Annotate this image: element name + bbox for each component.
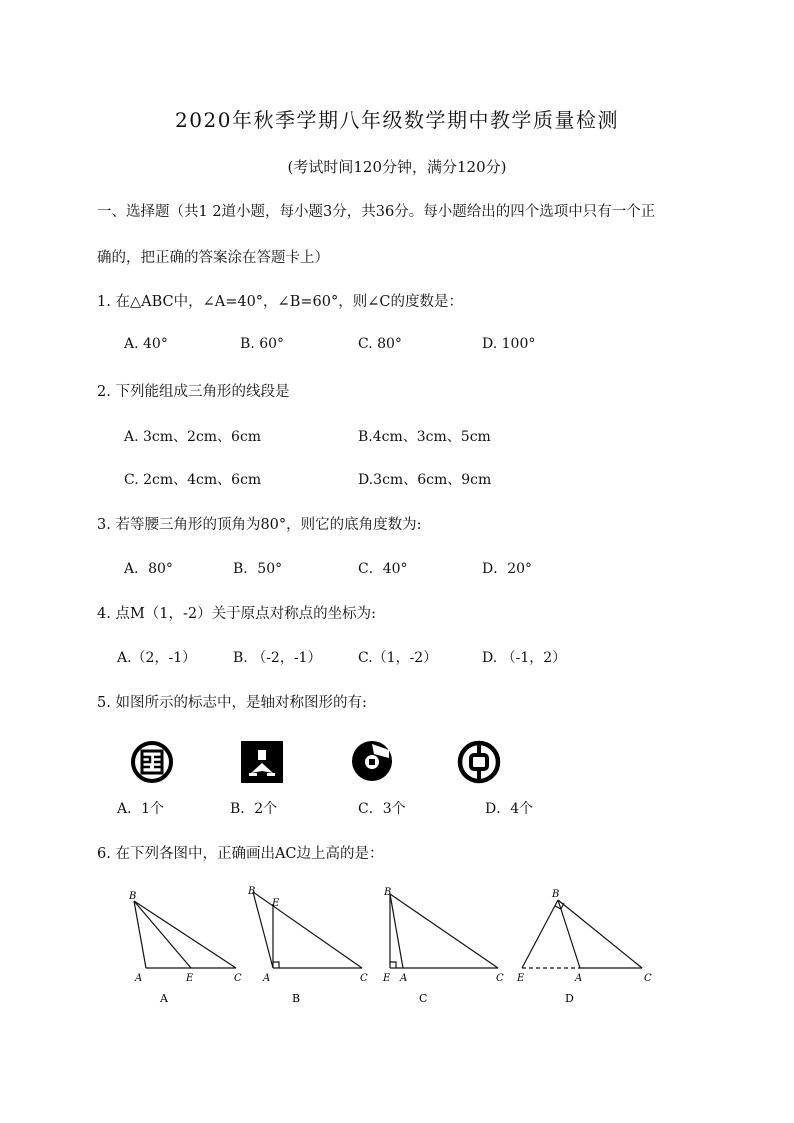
q2-option-c[interactable]: C. 2cm、4cm、6cm xyxy=(124,472,262,488)
fig-d-caption: D xyxy=(565,992,574,1005)
fig-a-caption: A xyxy=(160,992,168,1005)
fig-c-label-e: E xyxy=(383,973,391,984)
fig-a-label-a: A xyxy=(135,973,143,984)
q1-option-d[interactable]: D. 100° xyxy=(482,336,536,352)
fig-b-caption: B xyxy=(292,992,301,1005)
fig-c-label-c: C xyxy=(496,973,504,984)
q5-option-a[interactable]: A．1个 xyxy=(117,801,165,817)
section-instructions-line2: 确的，把正确的答案涂在答题卡上） xyxy=(97,250,329,266)
fig-c-caption: C xyxy=(419,992,428,1005)
fig-a-label-c: C xyxy=(234,973,242,984)
fig-b-label-e: E xyxy=(272,898,280,909)
question-6-stem: 6. 在下列各图中，正确画出AC边上高的是： xyxy=(97,846,384,862)
figure-a xyxy=(118,885,258,1010)
section-instructions-line1: 一、选择题（共1 2道小题，每小题3分，共36分。每小题给出的四个选项中只有一个正 xyxy=(97,204,656,220)
figure-d xyxy=(512,882,662,1010)
q5-option-b[interactable]: B．2个 xyxy=(230,801,278,817)
q4-option-d[interactable]: D. （-1，2） xyxy=(482,650,567,666)
q2-option-d[interactable]: D.3cm、6cm、9cm xyxy=(358,472,492,488)
q1-option-c[interactable]: C. 80° xyxy=(358,336,402,352)
fig-c-label-a: A xyxy=(400,973,408,984)
ccb-logo-icon xyxy=(351,740,393,782)
figure-b xyxy=(240,882,380,1010)
fig-b-label-c: C xyxy=(360,973,368,984)
exam-info: (考试时间120分钟，满分120分) xyxy=(287,158,507,176)
fig-d-label-b: B xyxy=(552,889,560,900)
fig-d-label-c: C xyxy=(644,973,652,984)
figure-c xyxy=(378,882,518,1010)
q3-option-d[interactable]: D．20° xyxy=(482,561,533,577)
question-4-stem: 4. 点M（1，-2）关于原点对称点的坐标为: xyxy=(97,606,377,622)
boc-logo-icon xyxy=(457,740,501,784)
q1-option-b[interactable]: B. 60° xyxy=(240,336,285,352)
page-title: 2020年秋季学期八年级数学期中教学质量检测 xyxy=(175,108,619,132)
icbc-logo-icon xyxy=(130,740,174,784)
fig-d-label-e: E xyxy=(517,973,525,984)
fig-b-label-a: A xyxy=(263,973,271,984)
q3-option-b[interactable]: B．50° xyxy=(233,561,283,577)
fig-c-label-b: B xyxy=(384,887,392,898)
q4-option-c[interactable]: C.（1，-2） xyxy=(358,650,438,666)
question-5-stem: 5. 如图所示的标志中，是轴对称图形的有: xyxy=(97,695,367,711)
q4-option-b[interactable]: B. （-2，-1） xyxy=(233,650,322,666)
cic-logo-icon xyxy=(241,741,283,783)
q5-option-c[interactable]: C．3个 xyxy=(358,801,406,817)
question-3-stem: 3. 若等腰三角形的顶角为80°，则它的底角度数为: xyxy=(97,517,422,533)
q2-option-a[interactable]: A. 3cm、2cm、6cm xyxy=(124,429,262,445)
fig-a-label-b: B xyxy=(129,891,137,902)
q2-option-b[interactable]: B.4cm、3cm、5cm xyxy=(358,429,491,445)
q5-option-d[interactable]: D．4个 xyxy=(485,801,534,817)
q3-option-c[interactable]: C．40° xyxy=(358,561,408,577)
question-2-stem: 2. 下列能组成三角形的线段是 xyxy=(97,384,290,400)
fig-d-label-a: A xyxy=(575,973,583,984)
fig-a-label-e: E xyxy=(186,973,194,984)
q4-option-a[interactable]: A.（2，-1） xyxy=(117,650,197,666)
q1-option-a[interactable]: A. 40° xyxy=(124,336,168,352)
q3-option-a[interactable]: A．80° xyxy=(124,561,173,577)
fig-b-label-b: B xyxy=(248,886,256,897)
question-1-stem: 1. 在△ABC中，∠A=40°，∠B=60°，则∠C的度数是： xyxy=(97,294,463,310)
